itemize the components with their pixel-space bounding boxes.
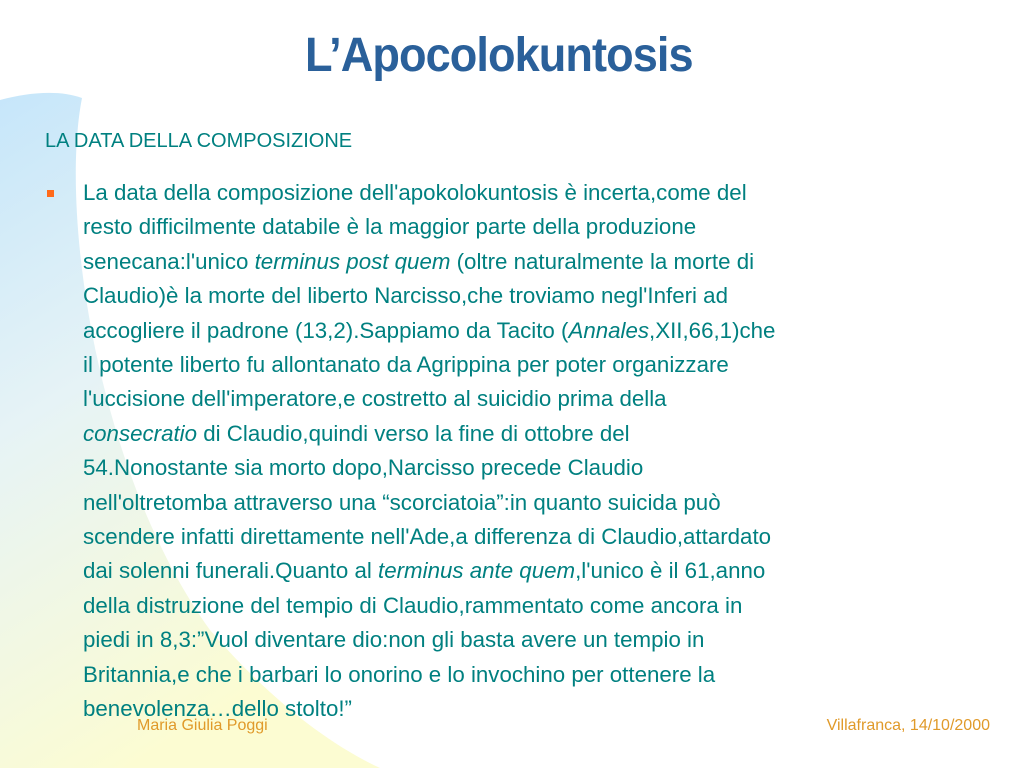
body-line — [83, 451, 985, 485]
body-text: 54.Nonostante sia morto dopo,Narcisso precede Claudio — [83, 455, 644, 481]
body-text: il potente liberto fu allontanato da Agrippina per poter organizzare — [83, 352, 729, 378]
body-line — [83, 520, 985, 554]
body-text: ,l'unico è il 61,anno — [575, 558, 766, 584]
body-line — [83, 658, 985, 692]
body-line — [83, 210, 985, 244]
body-line — [83, 382, 985, 416]
body-line — [83, 623, 985, 657]
body-italic-text: terminus ante quem — [378, 558, 576, 584]
body-line — [83, 176, 985, 210]
slide-title: L’Apocolokuntosis — [305, 29, 693, 82]
body-text: nell'oltretomba attraverso una “scorciatoia”:in quanto suicida può — [83, 489, 721, 515]
body-text: Britannia,e che i barbari lo onorino e lo invochino per ottenere la — [83, 661, 716, 687]
body-line — [83, 589, 985, 623]
body-line — [83, 279, 985, 313]
body-text: della distruzione del tempio di Claudio,rammentato come ancora in — [83, 592, 743, 618]
body-text: dai solenni funerali.Quanto al — [83, 558, 379, 584]
body-line — [83, 314, 985, 348]
body-text: di Claudio,quindi verso la fine di ottobre del — [197, 420, 630, 446]
body-text: senecana:l'unico — [83, 248, 255, 274]
body-text: resto difficilmente databile è la maggior parte della produzione — [83, 214, 697, 240]
body-line — [83, 348, 985, 382]
body-text: ,XII,66,1)che — [649, 317, 776, 343]
body-italic-text: terminus post quem — [254, 248, 451, 274]
bullet-list — [45, 176, 985, 727]
footer-author: Maria Giulia Poggi — [137, 717, 268, 734]
body-text: Claudio)è la morte del liberto Narcisso,che troviamo negl'Inferi ad — [83, 283, 728, 309]
body-italic-text: Annales — [568, 317, 650, 343]
square-bullet-icon — [47, 190, 54, 197]
body-line — [83, 554, 985, 588]
body-text: l'uccisione dell'imperatore,e costretto al suicidio prima della — [83, 386, 667, 412]
body-line — [83, 245, 985, 279]
bullet-text — [83, 176, 985, 727]
body-italic-text: consecratio — [83, 420, 198, 446]
slide-subtitle: LA DATA DELLA COMPOSIZIONE — [45, 130, 353, 152]
body-text: piedi in 8,3:”Vuol diventare dio:non gli basta avere un tempio in — [83, 627, 705, 653]
body-line — [83, 486, 985, 520]
bullet-item — [45, 176, 985, 727]
body-text: benevolenza…dello stolto!” — [83, 696, 352, 722]
body-line — [83, 417, 985, 451]
body-text: scendere infatti direttamente nell'Ade,a differenza di Claudio,attardato — [83, 524, 772, 550]
body-text: La data della composizione dell'apokolokuntosis è incerta,come del — [83, 180, 747, 205]
footer-place-date: Villafranca, 14/10/2000 — [826, 717, 990, 734]
body-text: (oltre naturalmente la morte di — [450, 248, 755, 274]
body-text: accogliere il padrone (13,2).Sappiamo da Tacito ( — [83, 317, 569, 343]
